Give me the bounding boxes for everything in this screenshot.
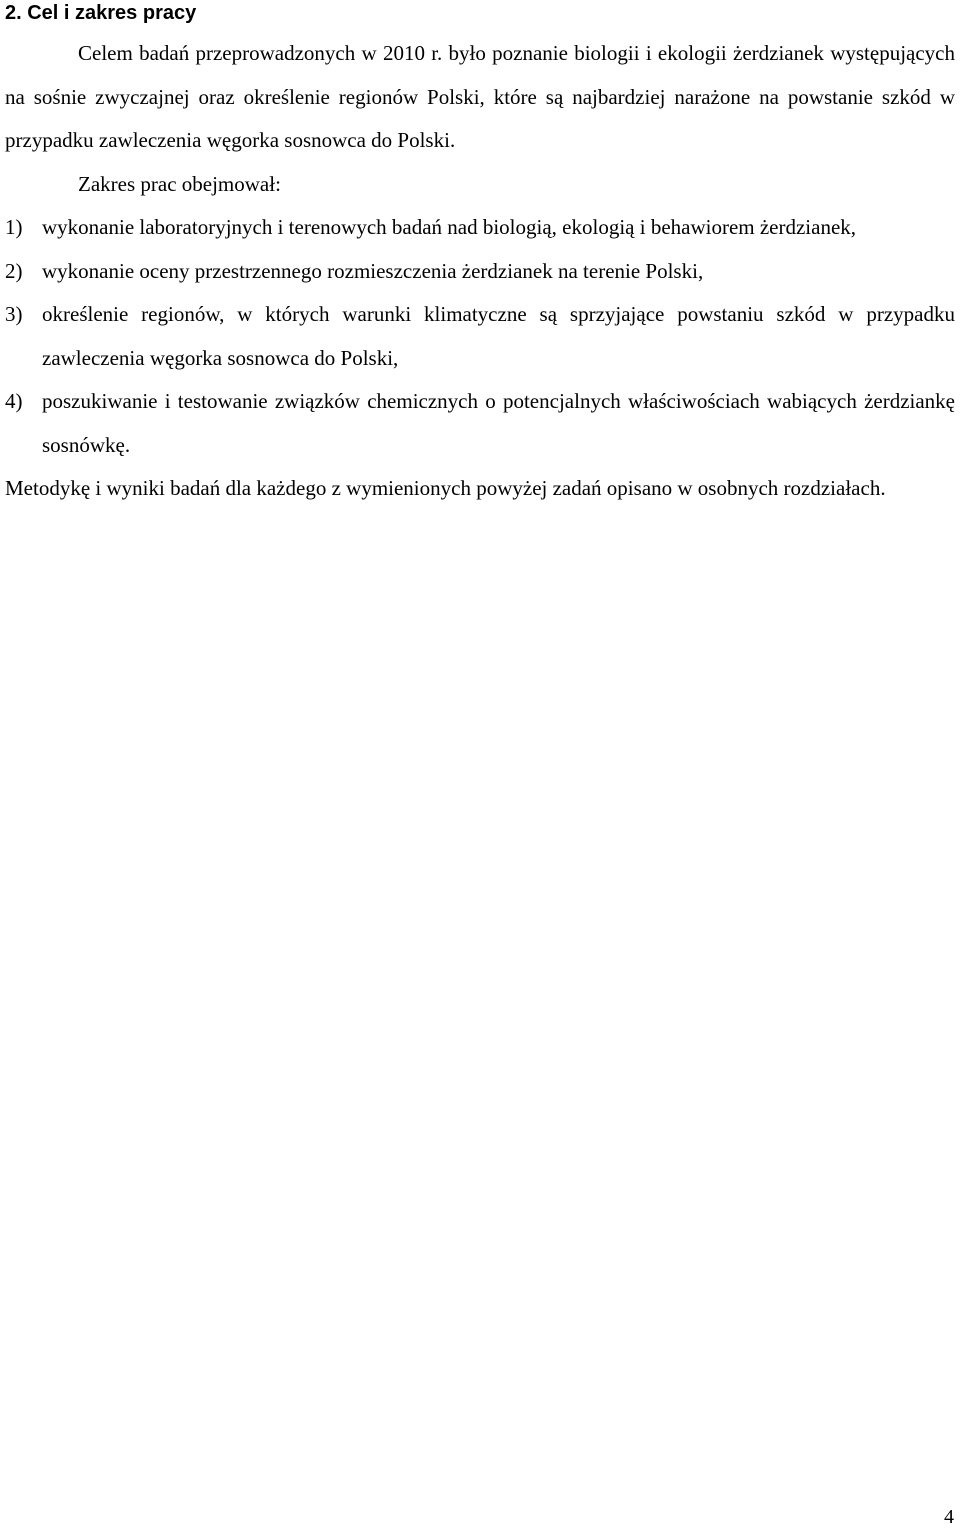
list-item-text: poszukiwanie i testowanie związków chemicznych o potencjalnych właściwościach wabiących żerdziankę sosnówkę. [42, 389, 955, 457]
list-item [5, 250, 955, 294]
list-item-text: wykonanie laboratoryjnych i terenowych badań nad biologią, ekologią i behawiorem żerdzianek, [42, 215, 857, 239]
list-item-text: wykonanie oceny przestrzennego rozmieszczenia żerdzianek na terenie Polski, [42, 258, 704, 283]
page-number: 4 [944, 1506, 954, 1528]
scope-list [5, 206, 955, 467]
list-item-number: 4) [5, 389, 23, 413]
scope-intro: Zakres prac obejmował: [78, 171, 281, 196]
intro-paragraph: Celem badań przeprowadzonych w 2010 r. było poznanie biologii i ekologii żerdzianek występujących na sośnie zwyczajnej oraz określenie regionów Polski, które są najbardziej narażone na powstanie szkód w przypadku zawleczenia węgorka sosnowca do Polski. [5, 41, 955, 152]
closing-paragraph: Metodykę i wyniki badań dla każdego z wymienionych powyżej zadań opisano w osobnych rozdziałach. [5, 476, 886, 500]
list-item [5, 206, 955, 250]
list-item-number: 3) [5, 302, 23, 326]
document-page [5, 0, 955, 511]
list-item [5, 380, 955, 467]
list-item-number: 2) [5, 258, 23, 283]
section-heading: 2. Cel i zakres pracy [5, 2, 197, 24]
list-item [5, 293, 955, 380]
list-item-text: określenie regionów, w których warunki klimatyczne są sprzyjające powstaniu szkód w przypadku zawleczenia węgorka sosnowca do Polski, [42, 302, 955, 370]
list-item-number: 1) [5, 215, 23, 239]
